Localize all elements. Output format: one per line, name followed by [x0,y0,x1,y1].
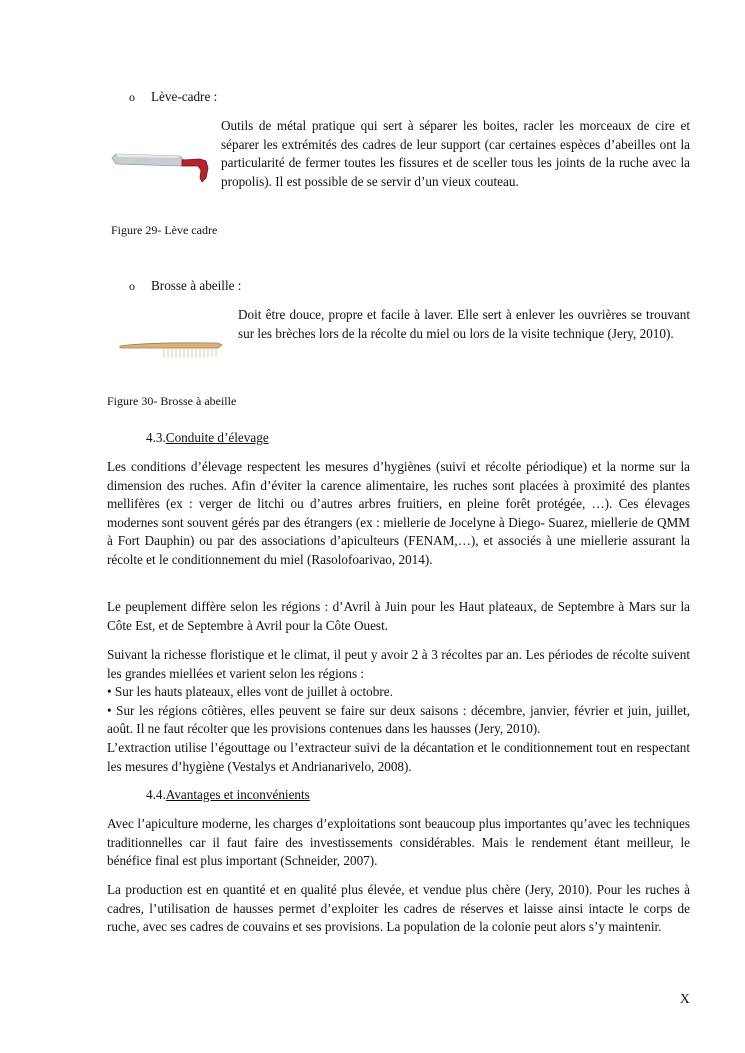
section-4-3-heading [146,430,269,446]
paragraph-text: Suivant la richesse floristique et le climat, il peut y avoir 2 à 3 récoltes par an. Les périodes de récolte suivent les grandes miellées et varient selon les régions : [107,647,690,681]
brosse-title: Brosse à abeille : [151,278,242,293]
bullet-circle-icon: o [129,279,135,293]
section-title: Conduite d’élevage [165,430,269,445]
section-4-3-paragraph-1: Les conditions d’élevage respectent les mesures d’hygiènes (suivi et récolte périodique) et la norme sur la dimension des ruches. Afin d’éviter la carence alimentaire, les ruches sont placées à proximité des plantes mellifères (ex : verger de litchi ou d’autres arbres fruitiers, en pleine forêt protégée, …). Ces élevages modernes sont souvent gérés par des étrangers (ex : miellerie de Jocelyne à Diego- Suarez, miellerie de QMM à Fort Dauphin) ou par des associations d’apiculteurs (FENAM,…), et associés à une miellerie assurant la récolte et le conditionnement du miel (Rasolofoarivao, 2014). [107,459,690,567]
bullet-circle-icon: o [129,90,135,104]
leve-cadre-image [110,148,214,184]
section-4-4-paragraph-1: Avec l’apiculture moderne, les charges d’exploitations sont beaucoup plus importantes qu’avec les techniques traditionnelles car il faut faire des investissements considérables. Mais le rendement étant meilleur, le bénéfice final est plus important (Schneider, 2007). [107,816,690,869]
section-title: Avantages et inconvénients [165,787,310,802]
list-item: • Sur les régions côtières, elles peuvent se faire sur deux saisons : décembre, janvier, février et juin, juillet, août. Il ne faut récolter que les provisions contenues dans les hausses (Jery, 2010). [107,702,690,737]
page-number: X [680,991,690,1006]
section-4-4-paragraph-2: La production est en quantité et en qualité plus élevée, et vendue plus chère (Jery, 2010). Pour les ruches à cadres, l’utilisation de hausses permet d’exploiter les cadres de réserves et laisse ainsi intacte le corps de ruche, avec ses cadres de couvains et ses provisions. La population de la colonie peut alors s’y maintenir. [107,882,690,935]
section-4-3-paragraph-3 [107,646,690,776]
brosse-description: Doit être douce, propre et facile à laver. Elle sert à enlever les ouvrières se trouvant sur les brèches lors de la récolte du miel ou lors de la visite technique (Jery, 2010). [238,307,690,341]
paragraph-text: L’extraction utilise l’égouttage ou l’extracteur suivi de la décantation et le conditionnement tout en respectant les mesures d’hygiène (Vestalys et Andrianarivelo, 2008). [107,739,690,774]
bee-brush-image [118,336,226,362]
section-number: 4.3. [146,430,166,445]
figure-29-caption: Figure 29- Lève cadre [111,223,218,237]
section-4-3-paragraph-2: Le peuplement diffère selon les régions : d’Avril à Juin pour les Haut plateaux, de Septembre à Mars sur la Côte Est, et de Septembre à Avril pour la Côte Ouest. [107,599,690,633]
section-number: 4.4. [146,787,166,802]
list-item: • Sur les hauts plateaux, elles vont de juillet à octobre. [107,684,393,700]
leve-cadre-title: Lève-cadre : [151,89,218,104]
leve-cadre-description: Outils de métal pratique qui sert à séparer les boites, racler les morceaux de cire et séparer les extrémités des cadres de leur support (car certaines espèces d’abeilles ont la particularité de fermer toutes les fissures et de sceller tous les joints de la ruche avec la propolis). Il est possible de se servir d’un vieux couteau. [221,118,690,189]
section-4-4-heading [146,787,310,803]
figure-30-caption: Figure 30- Brosse à abeille [107,394,237,408]
